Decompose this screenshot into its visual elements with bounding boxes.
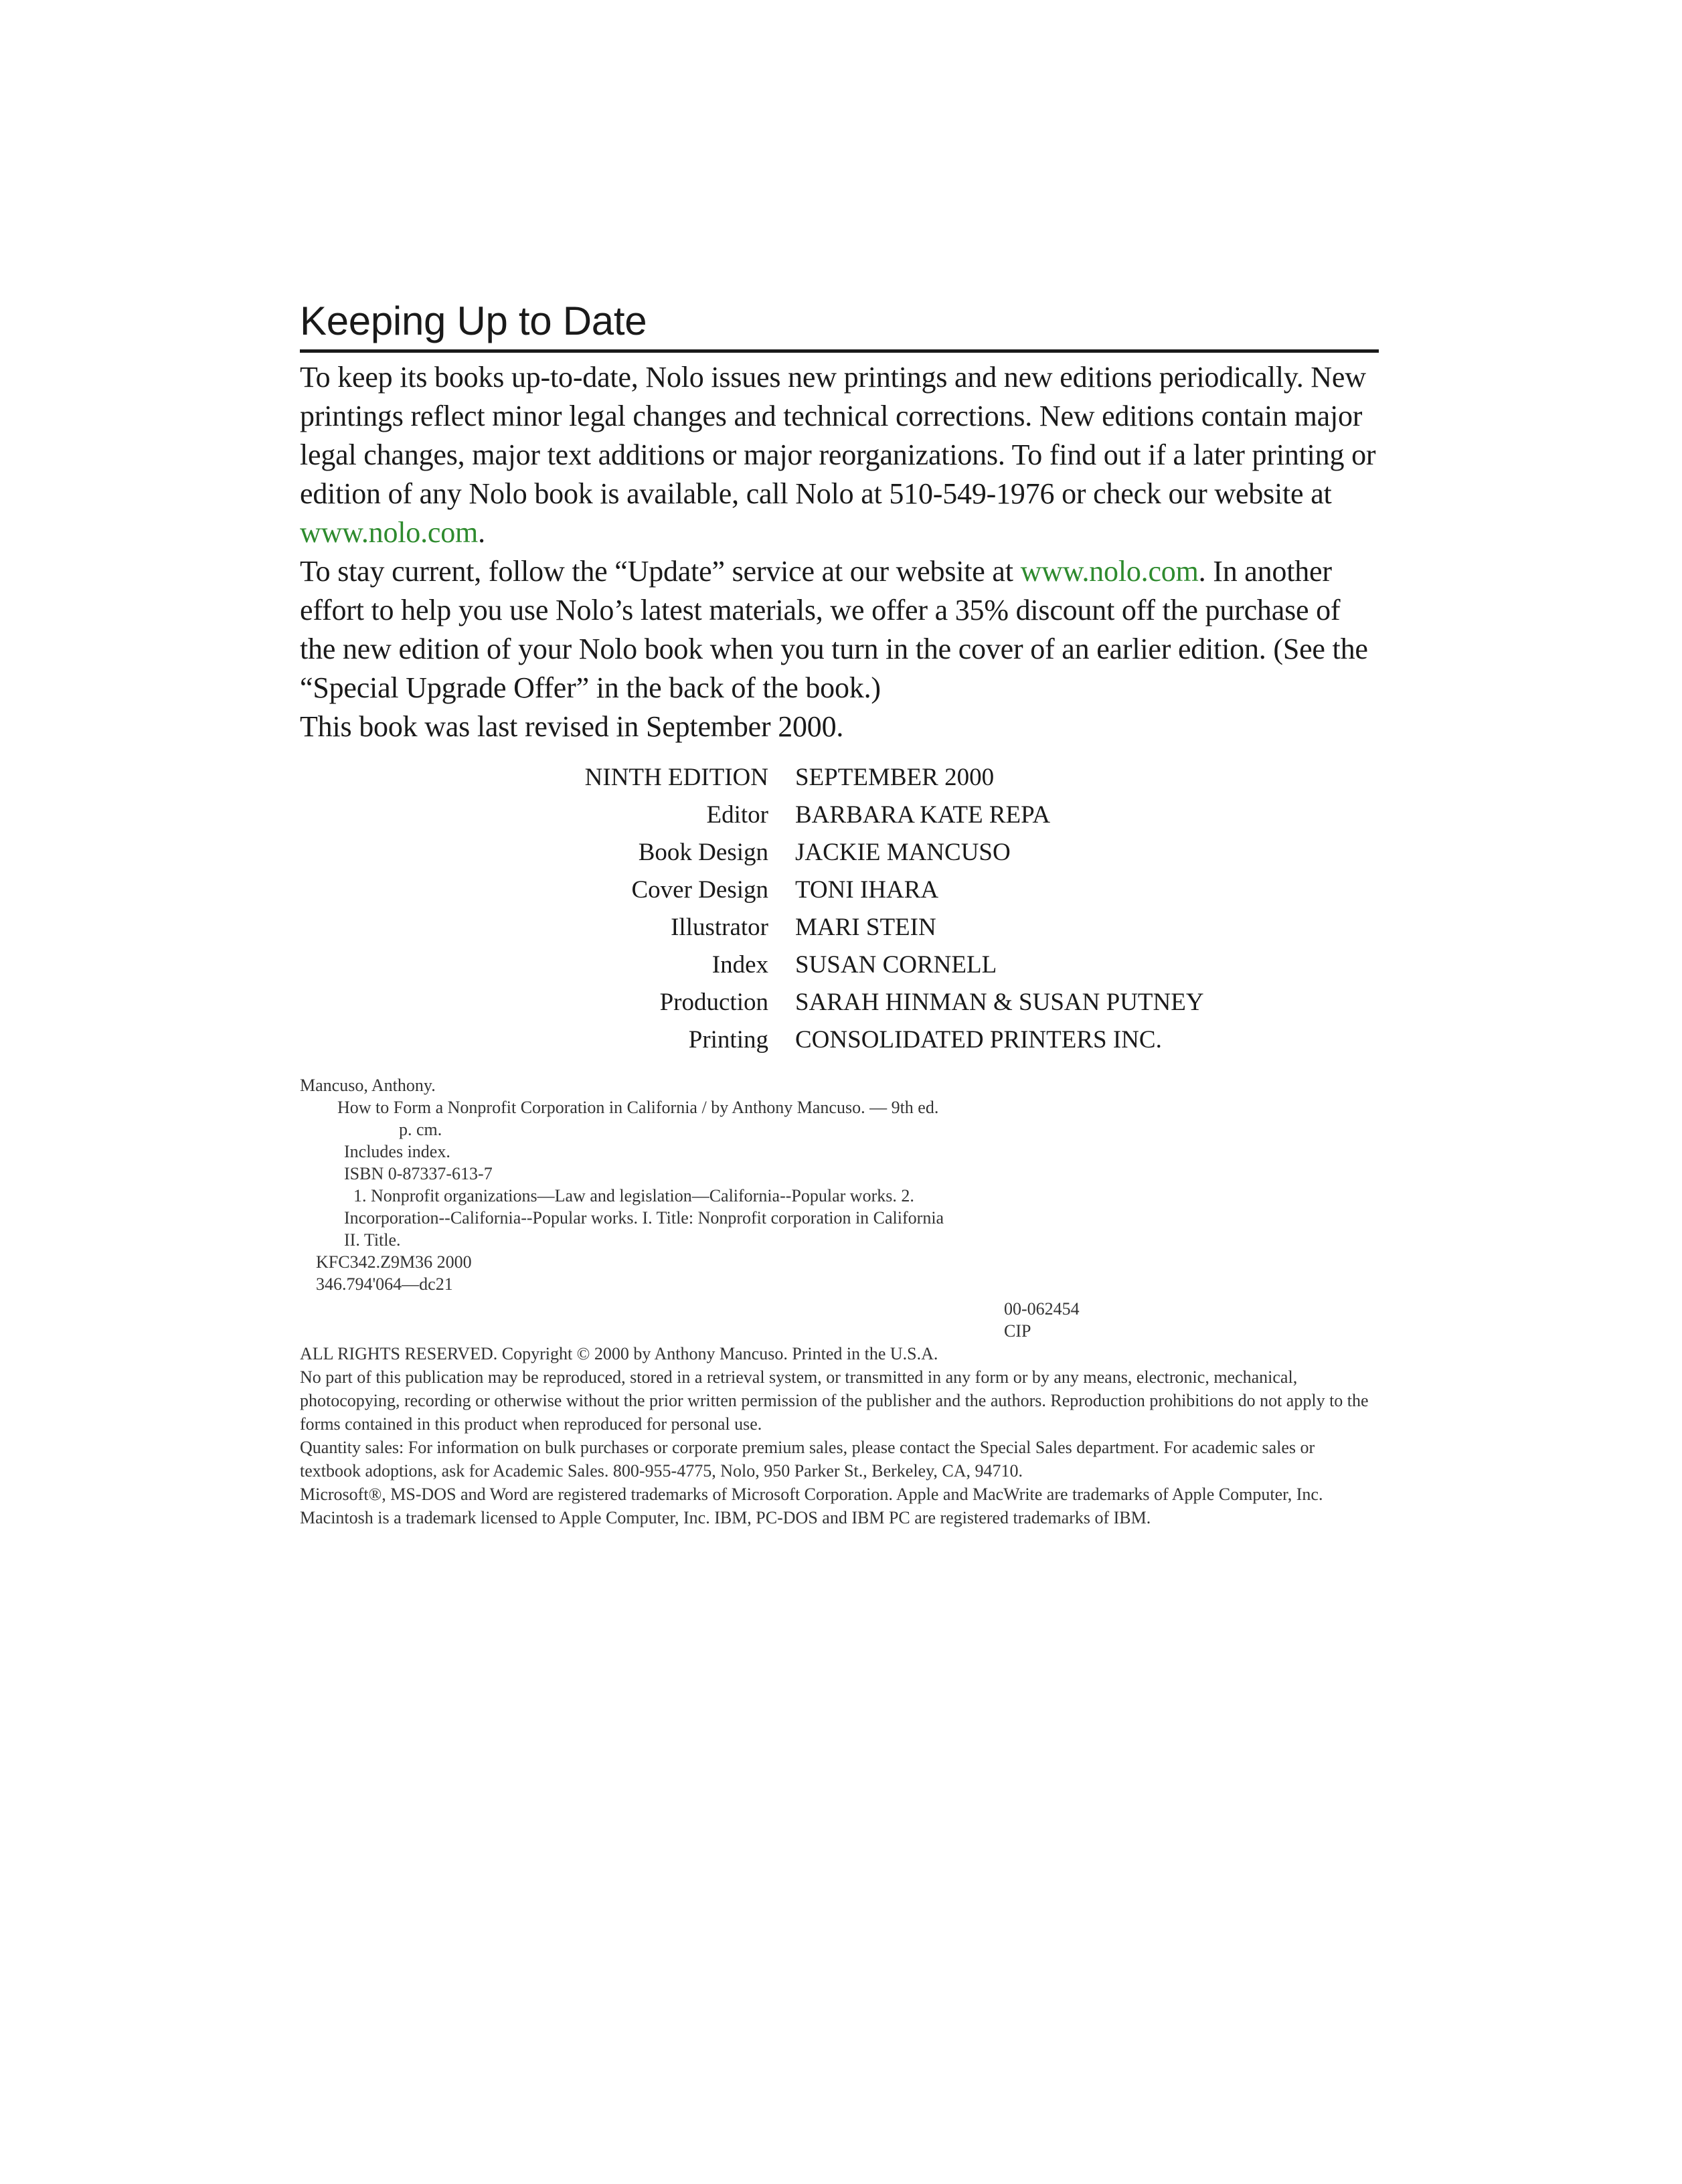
cip-subjects-1: 1. Nonprofit organizations—Law and legislation—California--Popular works. 2. xyxy=(353,1186,914,1205)
credit-row xyxy=(300,871,1379,908)
credit-name: MARI STEIN xyxy=(795,913,936,941)
cataloging-in-publication xyxy=(300,1074,1379,1342)
paragraph-stay-current xyxy=(300,552,1379,707)
credit-role: Index xyxy=(711,950,768,979)
copyright-notice: ALL RIGHTS RESERVED. Copyright © 2000 by Anthony Mancuso. Printed in the U.S.A. xyxy=(300,1344,938,1363)
credit-name: BARBARA KATE REPA xyxy=(795,801,1051,829)
cip-subjects-2: Incorporation--California--Popular works. I. Title: Nonprofit corporation in California xyxy=(344,1208,944,1228)
cip-index: Includes index. xyxy=(344,1142,450,1161)
credits-list xyxy=(300,758,1379,1058)
paragraph-2-end: . In another effort to help you use Nolo’s latest materials, we offer a 35% discount off the purchase of the new edition of your Nolo book when you turn in the cover of an earlier edition. (See the “Special Upgrade Offer” in the back of the book.) xyxy=(300,555,1368,704)
page-title: Keeping Up to Date xyxy=(300,301,1379,353)
website-link-2[interactable]: www.nolo.com xyxy=(1020,555,1199,588)
credit-row xyxy=(300,1021,1379,1058)
credit-name: SEPTEMBER 2000 xyxy=(795,763,995,791)
paragraph-last-revised: This book was last revised in September 2000. xyxy=(300,710,844,743)
cip-pages: p. cm. xyxy=(399,1120,442,1139)
cip-title: How to Form a Nonprofit Corporation in California / by Anthony Mancuso. — 9th ed. xyxy=(337,1098,939,1117)
paragraph-2-text: To stay current, follow the “Update” service at our website at xyxy=(300,555,1021,588)
credit-role: Production xyxy=(659,988,768,1016)
credit-role: Book Design xyxy=(638,838,768,866)
credit-role: Editor xyxy=(706,801,768,829)
cip-dewey: 346.794'064—dc21 xyxy=(316,1274,453,1294)
credit-row xyxy=(300,908,1379,946)
cip-lc-class: KFC342.Z9M36 2000 xyxy=(316,1252,472,1272)
reproduction-notice: No part of this publication may be reproduced, stored in a retrieval system, or transmitted in any form or by any means, electronic, mechanical, photocopying, recording or otherwise without the prior written permission of the publisher and the authors. Reproduction prohibitions do not apply to the forms contained in this product when reproduced for personal use. xyxy=(300,1367,1369,1434)
credit-role: Illustrator xyxy=(671,913,768,941)
credit-row xyxy=(300,946,1379,983)
cip-label: CIP xyxy=(1004,1321,1031,1341)
credit-role: Cover Design xyxy=(631,875,768,904)
credit-row xyxy=(300,758,1379,796)
cip-isbn: ISBN 0-87337-613-7 xyxy=(344,1164,493,1183)
credit-name: CONSOLIDATED PRINTERS INC. xyxy=(795,1025,1162,1054)
legal-notices xyxy=(300,1342,1379,1529)
credit-name: SUSAN CORNELL xyxy=(795,950,997,979)
credit-name: JACKIE MANCUSO xyxy=(795,838,1011,866)
credit-row xyxy=(300,983,1379,1021)
sales-notice: Quantity sales: For information on bulk purchases or corporate premium sales, please contact the Special Sales department. For academic sales or textbook adoptions, ask for Academic Sales. 800-955-4775, Nolo, 950 Parker St., Berkeley, CA, 94710. xyxy=(300,1438,1315,1481)
intro-text xyxy=(300,358,1379,746)
copyright-page xyxy=(300,301,1379,1529)
paragraph-1-text: To keep its books up-to-date, Nolo issues new printings and new editions periodically. New printings reflect minor legal changes and technical corrections. New editions contain major legal changes, major text additions or major reorganizations. To find out if a later printing or edition of any Nolo book is available, call Nolo at 510-549-1976 or check our website at xyxy=(300,361,1376,510)
paragraph-update-info xyxy=(300,358,1379,552)
cip-subjects-3: II. Title. xyxy=(344,1230,401,1250)
credit-name: TONI IHARA xyxy=(795,875,939,904)
credit-row xyxy=(300,833,1379,871)
website-link-1[interactable]: www.nolo.com xyxy=(300,516,479,549)
cip-author: Mancuso, Anthony. xyxy=(300,1076,436,1095)
credit-row xyxy=(300,796,1379,833)
paragraph-1-end: . xyxy=(478,516,485,549)
credit-name: SARAH HINMAN & SUSAN PUTNEY xyxy=(795,988,1204,1016)
credit-role: NINTH EDITION xyxy=(584,763,768,791)
cip-lccn: 00-062454 xyxy=(1004,1299,1080,1319)
trademark-notice: Microsoft®, MS-DOS and Word are registered trademarks of Microsoft Corporation. Apple and MacWrite are trademarks of Apple Computer, Inc. Macintosh is a trademark licensed to Apple Computer, Inc. IBM, PC-DOS and IBM PC are registered trademarks of IBM. xyxy=(300,1485,1323,1527)
credit-role: Printing xyxy=(688,1025,768,1054)
